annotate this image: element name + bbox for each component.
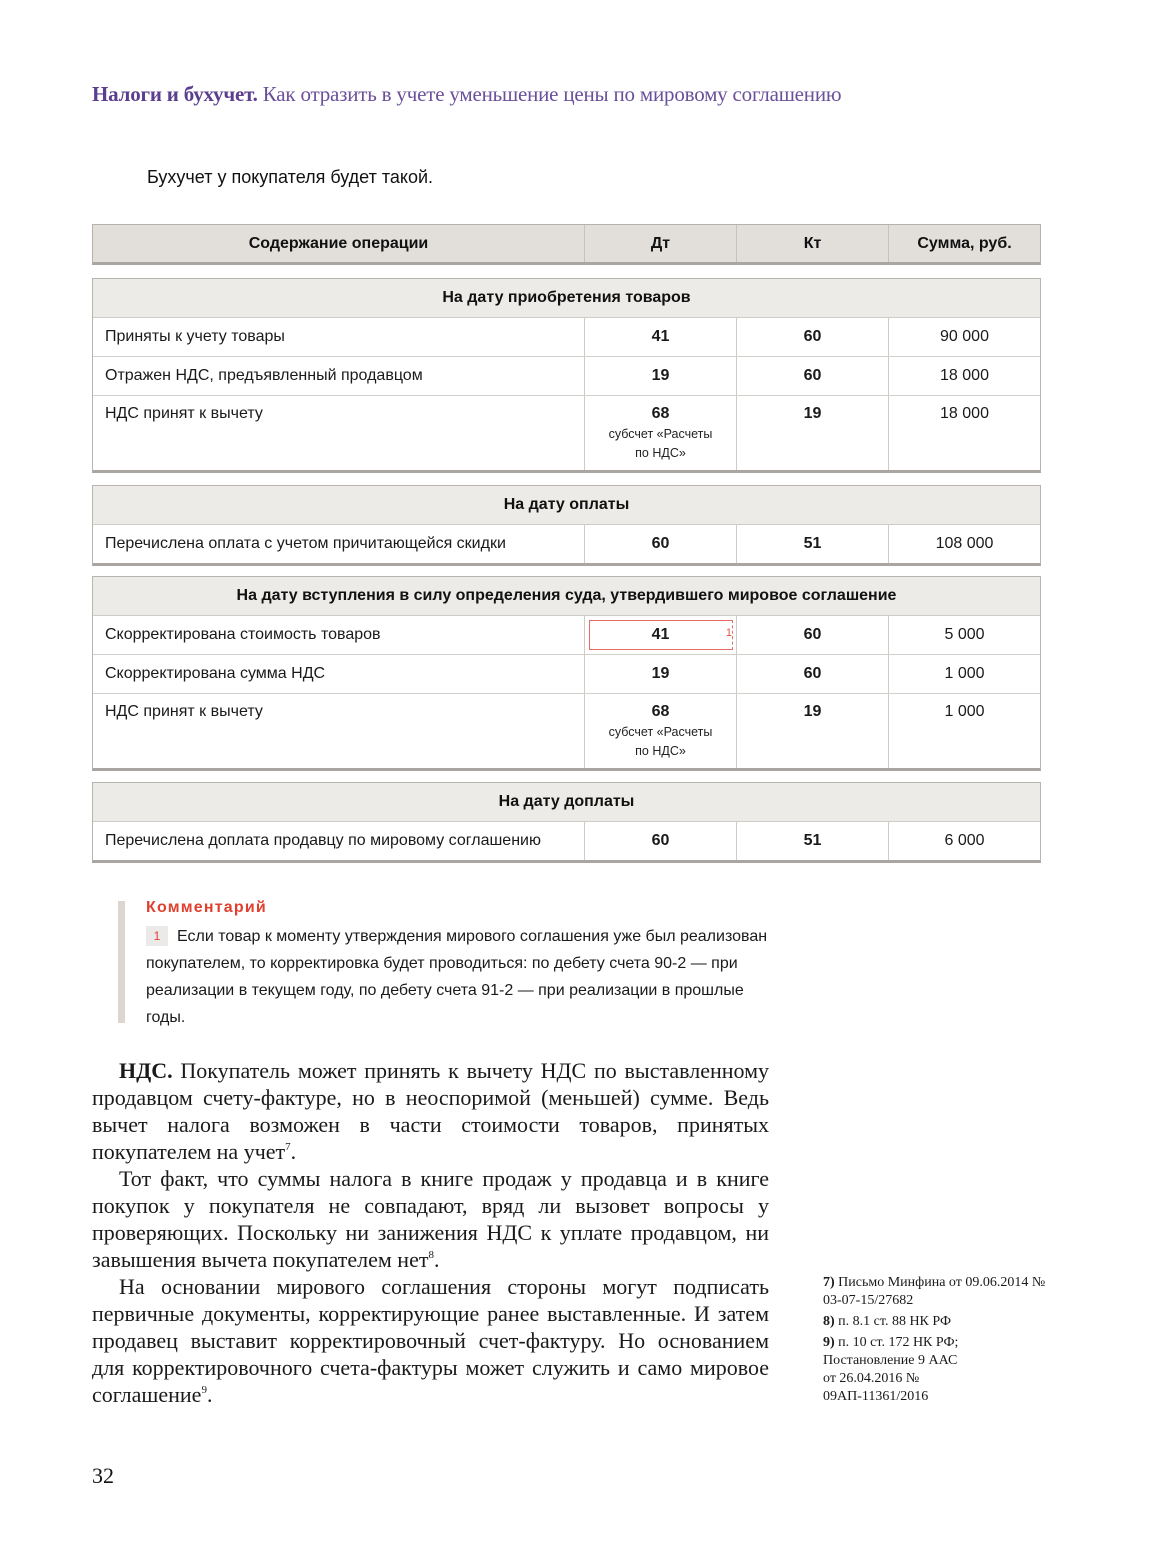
intro-text: Бухучет у покупателя будет такой. (147, 167, 434, 187)
sum-cell: 6 000 (944, 832, 985, 849)
debit-cell: 41 (585, 318, 737, 356)
comment-body: Если товар к моменту утверждения мирового соглашения уже был реализован покупателем, то корректировка будет проводиться: по дебету счета 90-2 — при реализации в текущем году, по дебету счета 91-2 — при реализации в прошлые годы. (146, 928, 768, 1026)
section-title: На дату приобретения товаров (93, 279, 1040, 318)
period: . (290, 1139, 297, 1164)
credit-cell: 60 (737, 655, 889, 693)
footnote-text: п. 8.1 ст. 88 НК РФ (838, 1314, 951, 1329)
table-section-payment (92, 485, 1041, 566)
table-row (93, 694, 1040, 768)
comment-text (146, 923, 776, 1031)
comment-marker-number[interactable]: 1 (725, 627, 732, 639)
debit-cell: 19 (585, 357, 737, 395)
debit-cell (585, 396, 737, 470)
paragraph-lead: НДС. (119, 1058, 173, 1083)
table-row (93, 616, 1040, 655)
table-row (93, 357, 1040, 396)
running-head-title: Как отразить в учете уменьшение цены по мировому соглашению (262, 82, 842, 106)
credit-cell: 60 (737, 318, 889, 356)
footnote-7 (823, 1274, 1063, 1310)
footnote-text: п. 10 ст. 172 НК РФ; Постановление 9 ААС от 26.04.2016 № 09АП-11361/2016 (823, 1335, 959, 1404)
footnote-text: Письмо Минфина от 09.06.2014 № 03-07-15/27682 (823, 1275, 1046, 1308)
table-row (93, 318, 1040, 357)
debit-account: 41 (651, 626, 670, 643)
debit-cell: 60 (585, 525, 737, 563)
paragraph-vat (92, 1057, 769, 1165)
debit-cell: 19 (585, 655, 737, 693)
footnote-ref-8[interactable]: 8 (428, 1249, 434, 1261)
section-title: На дату доплаты (93, 783, 1040, 822)
sum-cell: 18 000 (940, 367, 989, 384)
credit-cell: 51 (737, 525, 889, 563)
sum-cell: 90 000 (940, 328, 989, 345)
sum-cell: 1 000 (944, 703, 985, 720)
sum-cell: 5 000 (944, 626, 985, 643)
operation-cell: Скорректирована стоимость товаров (93, 616, 585, 654)
table-section-additional-payment (92, 782, 1041, 863)
header-credit: Кт (737, 225, 889, 262)
table-row (93, 822, 1040, 860)
paragraph-text: Тот факт, что суммы налога в книге продаж у продавца и в книге покупок у покупателя не совпадают, вряд ли вызовет вопросы у проверяющих. Поскольку ни занижения НДС к уплате продавцом, ни завышения вычета покупателем нет (92, 1166, 769, 1272)
footnote-number: 8) (823, 1314, 835, 1329)
operation-cell: Приняты к учету товары (93, 318, 585, 356)
paragraph-text: На основании мирового соглашения стороны могут подписать первичные документы, корректирующие ранее выставленные. И затем продавец выставит корректировочный счет-фактуру. Но основанием для корректировочного счета-фактуры может служить и само мировое соглашение (92, 1274, 769, 1407)
subaccount-note: субсчет «Расчеты по НДС» (608, 427, 713, 460)
credit-cell: 19 (737, 694, 889, 768)
operation-cell: Отражен НДС, предъявленный продавцом (93, 357, 585, 395)
footnote-ref-9[interactable]: 9 (201, 1384, 207, 1396)
operation-cell: НДС принят к вычету (93, 396, 585, 470)
comment-marker-box[interactable] (589, 620, 733, 650)
running-head-section: Налоги и бухучет. (92, 82, 258, 106)
operation-cell: НДС принят к вычету (93, 694, 585, 768)
footnote-ref-7[interactable]: 7 (285, 1141, 291, 1153)
operation-cell: Перечислена доплата продавцу по мировому соглашению (93, 822, 585, 860)
section-title: На дату оплаты (93, 486, 1040, 525)
debit-cell: 60 (585, 822, 737, 860)
table-section-settlement (92, 576, 1041, 771)
table-header (92, 224, 1041, 265)
paragraph-text: Покупатель может принять к вычету НДС по выставленному продавцом счету-фактуре, но в неоспоримой (меньшей) сумме. Ведь вычет налога возможен в части стоимости товаров, принятых покупателем на учет (92, 1058, 770, 1164)
debit-cell (585, 694, 737, 768)
sum-cell: 18 000 (940, 405, 989, 422)
debit-cell (585, 616, 737, 654)
comment-title: Комментарий (146, 899, 267, 916)
header-operation: Содержание операции (93, 225, 585, 262)
running-head (92, 82, 841, 107)
table-row (93, 396, 1040, 470)
operation-cell: Скорректирована сумма НДС (93, 655, 585, 693)
table-section-purchase (92, 278, 1041, 473)
comment-number-badge: 1 (146, 926, 168, 946)
header-debit: Дт (585, 225, 737, 262)
debit-account: 68 (651, 703, 670, 720)
section-title: На дату вступления в силу определения суда, утвердившего мировое соглашение (93, 577, 1040, 616)
sum-cell: 108 000 (935, 535, 994, 552)
table-row (93, 525, 1040, 563)
footnote-number: 7) (823, 1275, 835, 1290)
credit-cell: 60 (737, 357, 889, 395)
comment-accent-bar (118, 901, 125, 1023)
sum-cell: 1 000 (944, 665, 985, 682)
operation-cell: Перечислена оплата с учетом причитающейся скидки (93, 525, 585, 563)
footnote-number: 9) (823, 1335, 835, 1350)
credit-cell: 60 (737, 616, 889, 654)
paragraph-documents (92, 1273, 769, 1408)
footnote-8 (823, 1313, 1063, 1331)
credit-cell: 19 (737, 396, 889, 470)
paragraph-books (92, 1165, 769, 1273)
subaccount-note: субсчет «Расчеты по НДС» (608, 725, 713, 758)
header-sum: Сумма, руб. (917, 234, 1012, 252)
period: . (433, 1247, 440, 1272)
table-row (93, 655, 1040, 694)
footnote-9 (823, 1334, 973, 1406)
page-number: 32 (92, 1463, 114, 1488)
credit-cell: 51 (737, 822, 889, 860)
debit-account: 68 (651, 405, 670, 422)
period: . (206, 1382, 213, 1407)
footnotes (823, 1274, 1063, 1409)
